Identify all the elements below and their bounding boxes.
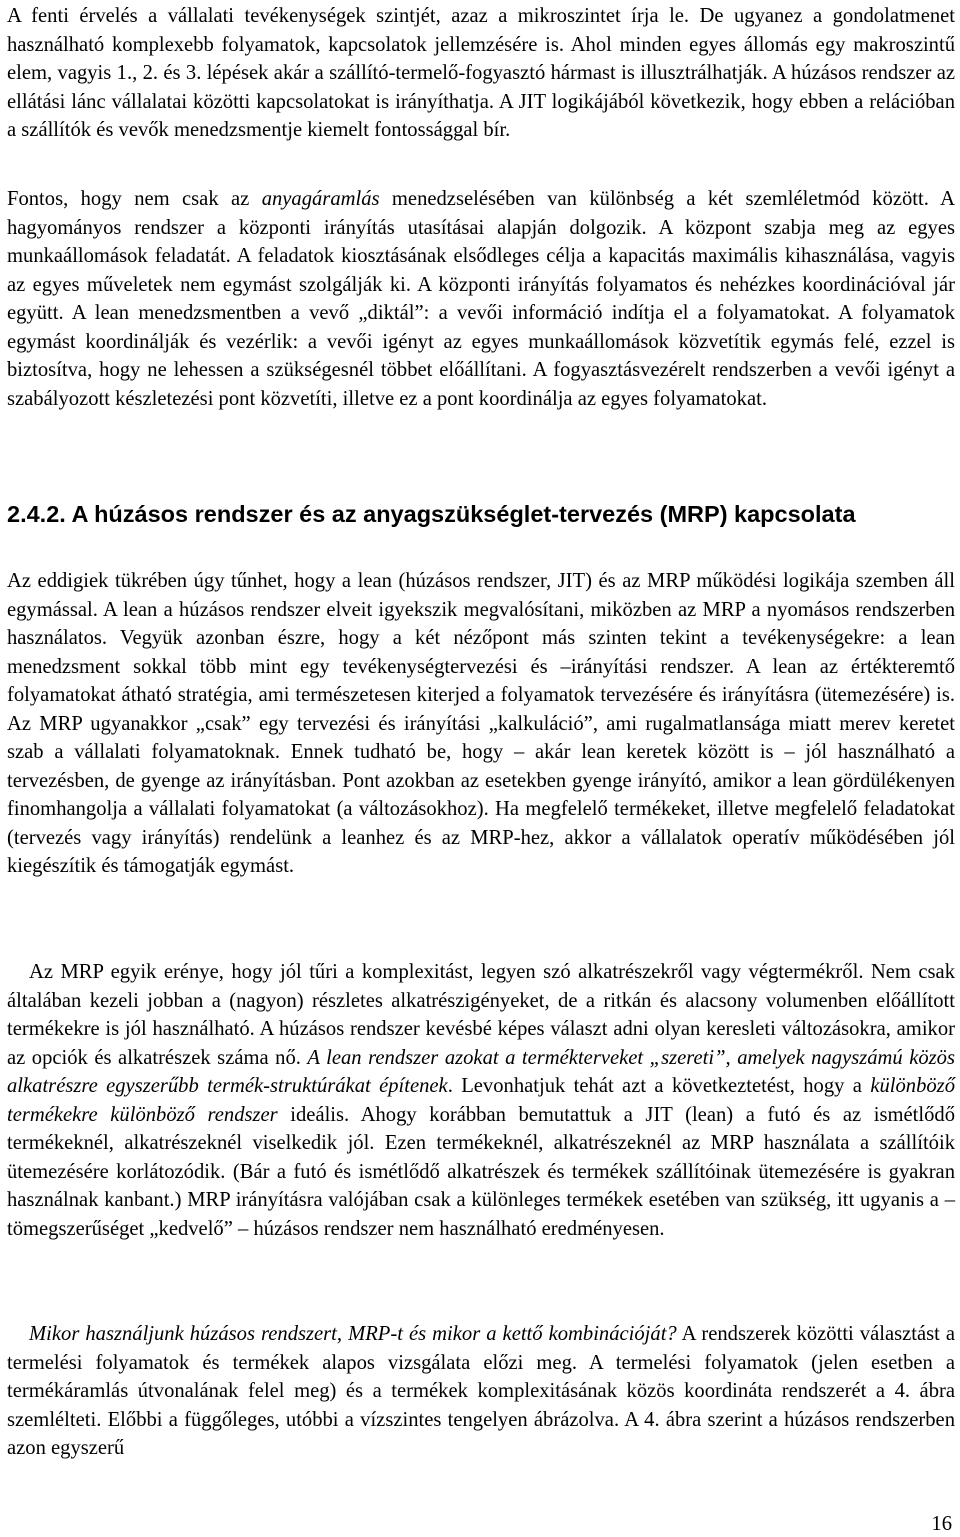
text-run: A rendszerek közötti választást a termelési folyamatok és termékek alapos vizsgálata előzi meg. A termelési folyamatok (jelen esetben a termékáramlás útvonalának felel meg) és a termékek komplexitásának közös koordináta rendszerét a 4. ábra szemlélteti. Előbbi a függőleges, utóbbi a vízszintes tengelyen ábrázolva. A 4. ábra szerint a húzásos rendszerben azon egyszerű [7,1323,955,1460]
paragraph-intro: A fenti érvelés a vállalati tevékenységek szintjét, azaz a mikroszintet írja le. De ugyanez a gondolatmenet használható komplexebb folyamatok, kapcsolatok jellemzésére is. Ahol minden egyes állomás egy makroszintű elem, vagyis 1., 2. és 3. lépések akár a szállító-termelő-fogyasztó hármast is illusztrálhatják. A húzásos rendszer az ellátási lánc vállalatai közötti kapcsolatokat is irányíthatja. A JIT logikájából következik, hogy ebben a relációban a szállítók és vevők menedzsmentje kiemelt fontossággal bír. [7,5,955,142]
emphasis-question: Mikor használjunk húzásos rendszert, MRP-t és mikor a kettő kombinációját? [29,1323,677,1345]
paragraph-two-approaches [7,185,955,413]
text-run: ideális. Ahogy korábban bemutattuk a JIT (lean) a futó és az ismétlődő termékeknél, alkatrészeknél viselkedik jól. Ezen termékeknél, alkatrészeknél az MRP használata a szállítóik ütemezésére korlátozódik. (Bár a futó és ismétlődő alkatrészek és termékek szállítóinak ütemezésére is gyakran használnak kanbant.) MRP irányításra valójában csak a különleges termékek esetében van szükség, itt ugyanis a – tömegszerűséget „kedvelő” – húzásos rendszer nem használható eredményesen. [7,1103,955,1240]
paragraph-lean-vs-mrp: Az eddigiek tükrében úgy tűnhet, hogy a lean (húzásos rendszer, JIT) és az MRP működési logikája szemben áll egymással. A lean a húzásos rendszer elveit igyekszik megvalósítani, miközben az MRP a nyomásos rendszerben használatos. Vegyük azonban észre, hogy a két nézőpont más szinten tekint a tevékenységekre: a lean menedzsment sokkal több mint egy tevékenységtervezési és –irányítási rendszer. A lean az értékteremtő folyamatokat átható stratégia, ami természetesen kiterjed a folyamatok tervezésére és irányításra (ütemezésére) is. Az MRP ugyanakkor „csak” egy tervezési és irányítási „kalkuláció”, ami rugalmatlansága miatt merev keretet szab a vállalati folyamatoknak. Ennek tudható be, hogy – akár lean keretek között is – jól használható a tervezésben, de gyenge az irányításban. Pont azokban az esetekben gyenge irányító, amikor a lean gördülékenyen finomhangolja a vállalati folyamatokat (a változásokhoz). Ha megfelelő termékeket, illetve megfelelő feladatokat (tervezés vagy irányítás) rendelünk a leanhez és az MRP-hez, akkor a vállalatok operatív működésében jól kiegészítik és támogatják egymást. [7,570,955,878]
text-run: Fontos, hogy nem csak az [7,188,262,210]
page-number: 16 [931,1513,952,1535]
text-run: menedzselésében van különbség a két szemléletmód között. A hagyományos rendszer a központi irányítás utasításai alapján dolgozik. A központ szabja meg az egyes munkaállomások feladatát. A feladatok kiosztásának elsődleges célja a kapacitás maximális kihasználása, vagyis az egyes műveletek nem egymást szolgálják ki. A központi irányítás folyamatos és nehézkes koordinációval jár együtt. A lean menedzsmentben a vevő „diktál”: a vevői információ indítja el a folyamatokat. A folyamatok egymást koordinálják és vezérlik: a vevői igényt az egyes munkaállomások közvetítik egymás felé, ezzel is biztosítva, hogy ne lehessen a szükségesnél többet előállítani. A fogyasztásvezérelt rendszerben a vevői igényt a szabályozott készletezési pont közvetíti, illetve ez a pont koordinálja az egyes folyamatokat. [7,188,955,410]
text-run: Az MRP egyik erénye, hogy jól tűri a komplexitást, legyen szó alkatrészekről vagy végtermékről. Nem csak általában kezeli jobban a (nagyon) részletes alkatrészigényeket, de a ritkán és alacsony volumenben előállított termékekre is jól használható. A húzásos rendszer kevésbé képes választ adni olyan keresleti változásokra, amikor az opciók és alkatrészek száma nő. [7,961,955,1069]
emphasis-material-flow: anyagáramlás [261,188,380,210]
emphasis-different-systems: különböző termékekre különböző rendszer [7,1075,955,1126]
text-run: . Levonhatjuk tehát azt a következtetést, hogy a [447,1075,871,1098]
paragraph-when-to-use [7,1320,955,1463]
paragraph-mrp-complexity [7,958,955,1243]
section-heading: 2.4.2. A húzásos rendszer és az anyagszükséglet-tervezés (MRP) kapcsolata [7,501,856,527]
emphasis-lean-product-design: A lean rendszer azokat a termékterveket „szereti”, amelyek nagyszámú közös alkatrészre egyszerűbb termék-struktúrákat építenek [7,1046,955,1098]
